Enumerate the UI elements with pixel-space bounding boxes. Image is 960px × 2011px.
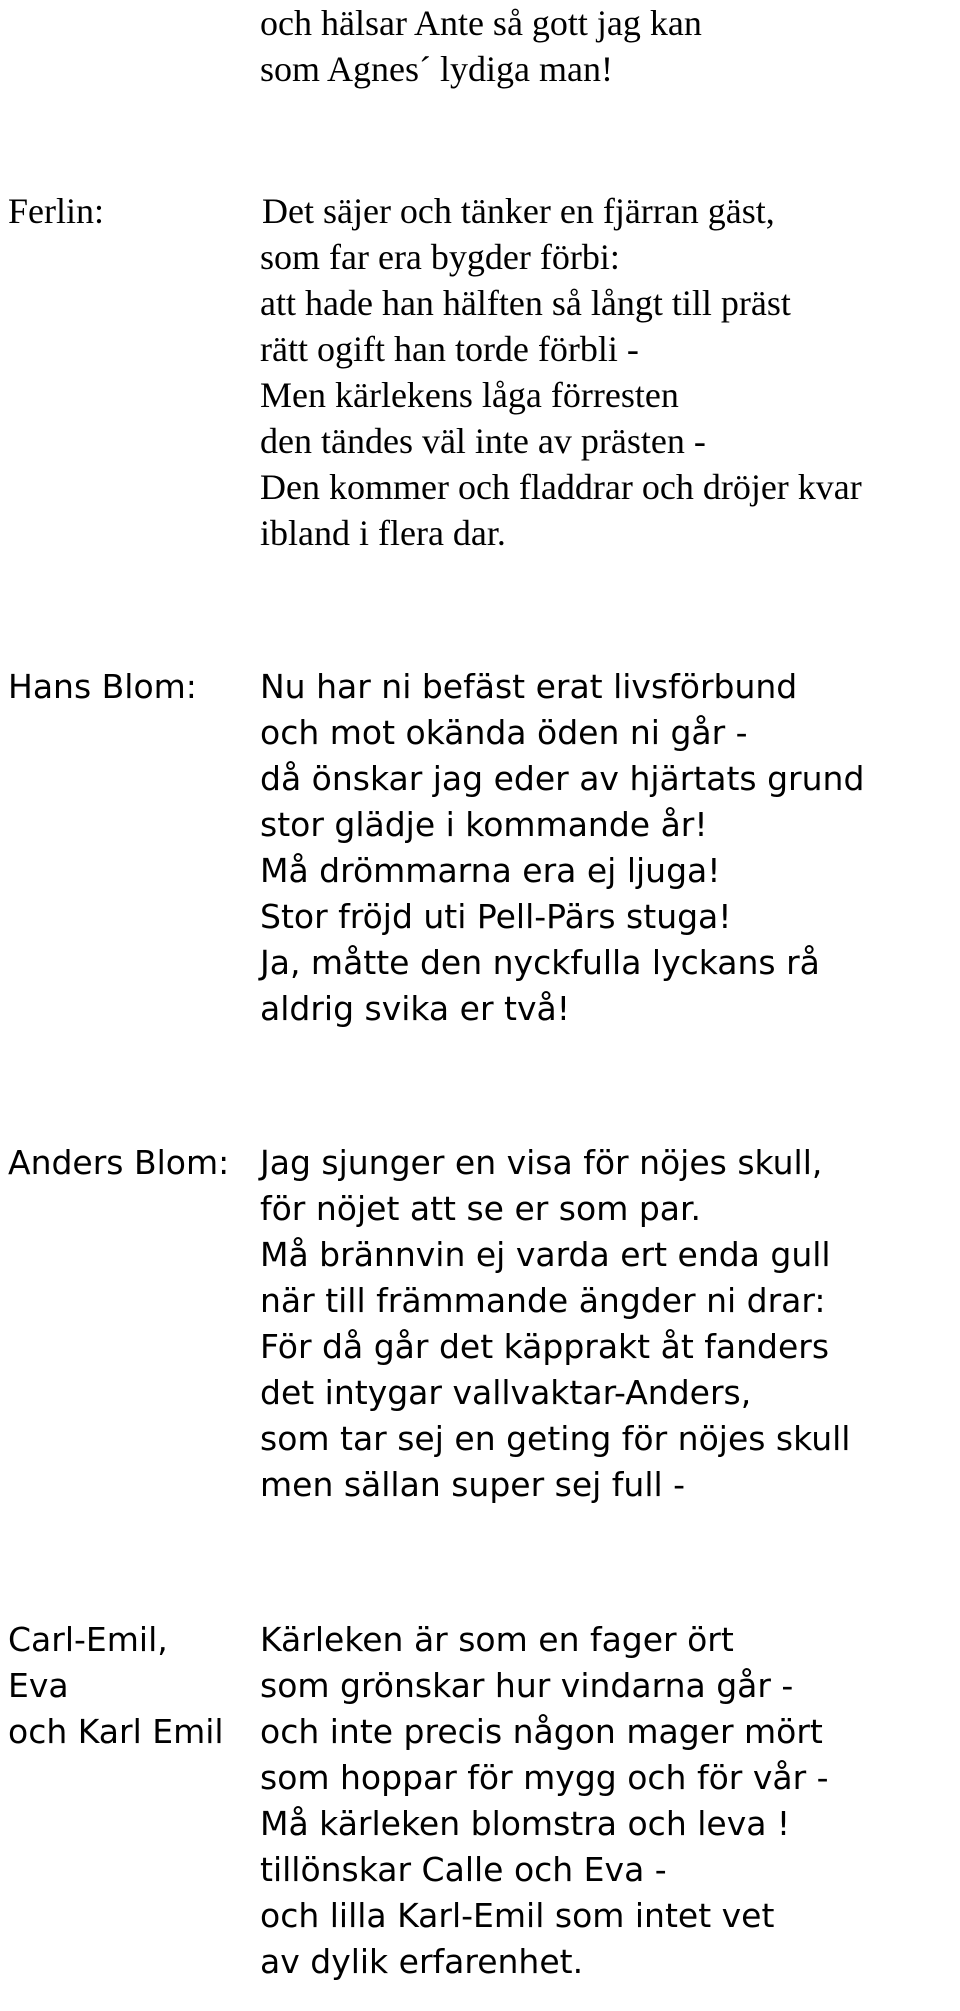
- verse-line: tillönskar Calle och Eva -: [260, 1850, 667, 1889]
- verse-line: som tar sej en geting för nöjes skull: [260, 1419, 851, 1458]
- verse-line: stor glädje i kommande år!: [260, 805, 708, 844]
- verse-line: den tändes väl inte av prästen -: [260, 421, 706, 461]
- verse-line: ibland i flera dar.: [260, 513, 506, 553]
- intro-line: och hälsar Ante så gott jag kan: [260, 3, 702, 43]
- verse-line: Må kärleken blomstra och leva !: [260, 1804, 791, 1843]
- verse-line: det intygar vallvaktar-Anders,: [260, 1373, 752, 1412]
- verse-line: Jag sjunger en visa för nöjes skull,: [260, 1143, 823, 1182]
- verse-line: aldrig svika er två!: [260, 989, 570, 1028]
- verse-line: rätt ogift han torde förbli -: [260, 329, 639, 369]
- verse-line: för nöjet att se er som par.: [260, 1189, 702, 1228]
- verse-line: av dylik erfarenhet.: [260, 1942, 584, 1981]
- verse-line: när till främmande ängder ni drar:: [260, 1281, 826, 1320]
- verse-line: Må brännvin ej varda ert enda gull: [260, 1235, 831, 1274]
- verse-line: Kärleken är som en fager ört: [260, 1620, 734, 1659]
- verse-line: För då går det käpprakt åt fanders: [260, 1327, 830, 1366]
- verse-line: Ja, måtte den nyckfulla lyckans rå: [260, 943, 820, 982]
- verse-line: Stor fröjd uti Pell-Pärs stuga!: [260, 897, 732, 936]
- verse-line: att hade han hälften så långt till präst: [260, 283, 791, 323]
- verse-line: som far era bygder förbi:: [260, 237, 620, 277]
- verse-line: men sällan super sej full -: [260, 1465, 686, 1504]
- verse-line: då önskar jag eder av hjärtats grund: [260, 759, 865, 798]
- verse-line: Det säjer och tänker en fjärran gäst,: [262, 191, 775, 231]
- verse-line: som hoppar för mygg och för vår -: [260, 1758, 829, 1797]
- speaker-label: och Karl Emil: [8, 1712, 224, 1751]
- intro-line: som Agnes´ lydiga man!: [260, 49, 613, 89]
- verse-line: som grönskar hur vindarna går -: [260, 1666, 794, 1705]
- speaker-label: Eva: [8, 1666, 69, 1705]
- speaker-label: Hans Blom:: [8, 667, 197, 706]
- verse-line: Men kärlekens låga förresten: [260, 375, 679, 415]
- verse-line: och inte precis någon mager mört: [260, 1712, 823, 1751]
- verse-line: och lilla Karl-Emil som intet vet: [260, 1896, 775, 1935]
- speaker-label: Carl-Emil,: [8, 1620, 168, 1659]
- speaker-label: Ferlin:: [8, 191, 104, 231]
- verse-line: Må drömmarna era ej ljuga!: [260, 851, 721, 890]
- speaker-label: Anders Blom:: [8, 1143, 230, 1182]
- verse-line: och mot okända öden ni går -: [260, 713, 748, 752]
- verse-line: Den kommer och fladdrar och dröjer kvar: [260, 467, 862, 507]
- verse-line: Nu har ni befäst erat livsförbund: [260, 667, 798, 706]
